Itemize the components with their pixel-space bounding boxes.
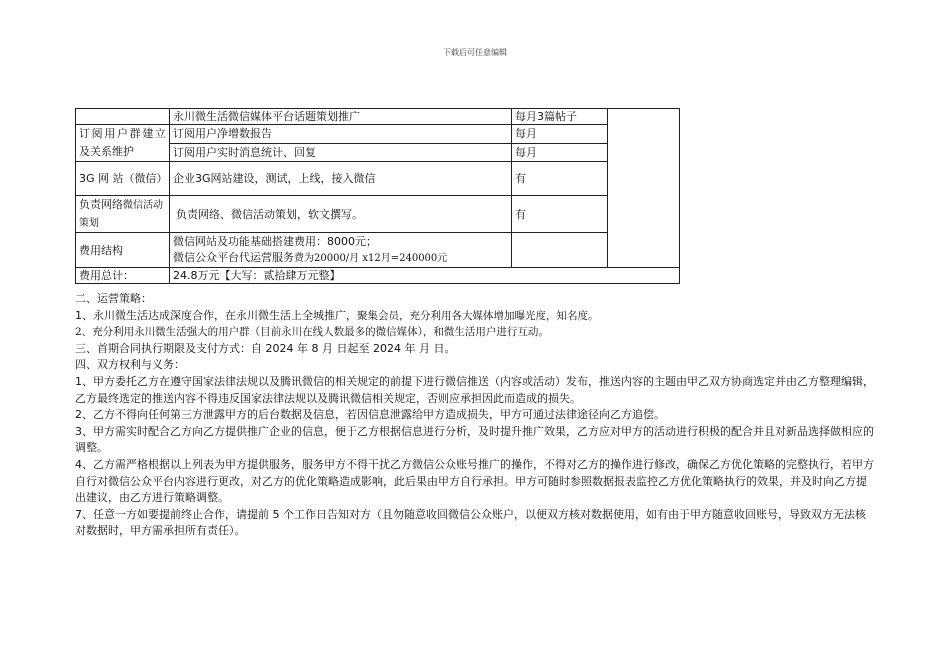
total-cell: 24.8万元【大写：贰拾肆万元整】 xyxy=(170,268,680,284)
paragraph: 4、乙方需严格根据以上列表为甲方提供服务，服务甲方不得干扰乙方微信公众账号推广的操作，不得对乙方的操作进行修改，确保乙方优化策略的完整执行，若甲方自行对微信公众平台内容进行更改，对乙方的优化策略造成影响，此后果由甲方自行承担。甲方可随时参照数据报表监控乙方优化策略执行的效果，并及时向乙方提出建议，由乙方进行策略调整。 xyxy=(75,457,874,505)
paragraph: 2、充分利用永川微生活强大的用户群（目前永川在线人数最多的微信媒体），和微生活用户进行互动。 xyxy=(75,326,549,339)
item-cell xyxy=(170,233,512,268)
paragraph: 2、乙方不得向任何第三方泄露甲方的后台数据及信息，若因信息泄露给甲方造成损失，甲方可通过法律途径向乙方追偿。 xyxy=(75,408,665,422)
category-cell: 费用结构 xyxy=(76,233,170,268)
blank-cell xyxy=(608,109,680,268)
category-main: 负责网络 xyxy=(79,198,123,211)
frequency-cell: 每月 xyxy=(512,143,608,162)
category-cell: 3G 网 站（微信） xyxy=(76,162,170,196)
paragraph-part: 聚集会员，充分利用各大媒体增加曝光度，知名度。 xyxy=(357,309,599,322)
paragraph: 1、甲方委托乙方在遵守国家法律法规以及腾讯微信的相关规定的前提下进行微信推送（内容或活动）发布，推送内容的主题由甲乙双方协商选定并由乙方整理编辑，乙方最终选定的推送内容不得违反国家法律法规以及腾讯微信相关规定，否则应承担因此而造成的损失。 xyxy=(75,374,874,405)
table-row xyxy=(76,109,680,125)
category-cell: 订阅用户群建立及关系维护 xyxy=(76,125,170,162)
table-row xyxy=(76,162,680,196)
paragraph: 7、任意一方如要提前终止合作，请提前 5 个工作日告知对方（且勿随意收回微信公众账户，以便双方核对数据使用，如有由于甲方随意收回账号，导致双方无法核对数据时，甲方需承担所有责任）。 xyxy=(75,507,866,538)
table-row xyxy=(76,268,680,284)
category-cell: 费用总计： xyxy=(76,268,170,284)
frequency-cell xyxy=(512,233,608,268)
paragraph xyxy=(75,308,875,325)
table-row xyxy=(76,196,680,233)
category-cell xyxy=(76,109,170,125)
table-row xyxy=(76,125,680,144)
item-line-part: 费为20000/月 x12月=240000元 xyxy=(294,252,448,264)
service-table xyxy=(75,108,680,284)
table-row xyxy=(76,233,680,268)
category-sub: 微信活动策划 xyxy=(79,200,163,229)
frequency-cell: 每月 xyxy=(512,125,608,144)
header-note: 下载后可任意编辑 xyxy=(443,48,507,57)
section-title: 二、运营策略： xyxy=(75,292,152,305)
item-cell: 订阅用户实时消息统计、回复 xyxy=(170,143,512,162)
frequency-cell: 有 xyxy=(512,162,608,196)
body-text xyxy=(75,291,875,540)
item-cell: 企业3G网站建设，测试，上线，接入微信 xyxy=(170,162,512,196)
item-line: 微信网站及功能基础搭建费用：8000元； xyxy=(173,234,377,248)
category-cell xyxy=(76,196,170,233)
paragraph: 3、甲方需实时配合乙方向乙方提供推广企业的信息，便于乙方根据信息进行分析，及时提升推广效果，乙方应对甲方的活动进行积极的配合并且对新品选择做相应的调整。 xyxy=(75,424,874,455)
item-line-part: 微信公众平台代运营服务 xyxy=(173,250,294,264)
paragraph-part: 1、永川微生活达成深度合作，在永川微生活上全城推广， xyxy=(75,308,357,322)
item-cell: 永川微生活微信媒体平台话题策划推广 xyxy=(170,109,512,125)
item-line xyxy=(173,250,508,267)
frequency-cell: 每月3篇帖子 xyxy=(512,109,608,125)
section-title: 三、首期合同执行期限及支付方式：自 2024 年 8 月 日起至 2024 年 月 日。 xyxy=(75,341,456,355)
frequency-cell: 有 xyxy=(512,196,608,233)
item-cell: 负责网络、微信活动策划，软文撰写。 xyxy=(170,196,512,233)
section-title: 四、双方权利与义务： xyxy=(75,358,185,372)
item-cell: 订阅用户净增数报告 xyxy=(170,125,512,144)
